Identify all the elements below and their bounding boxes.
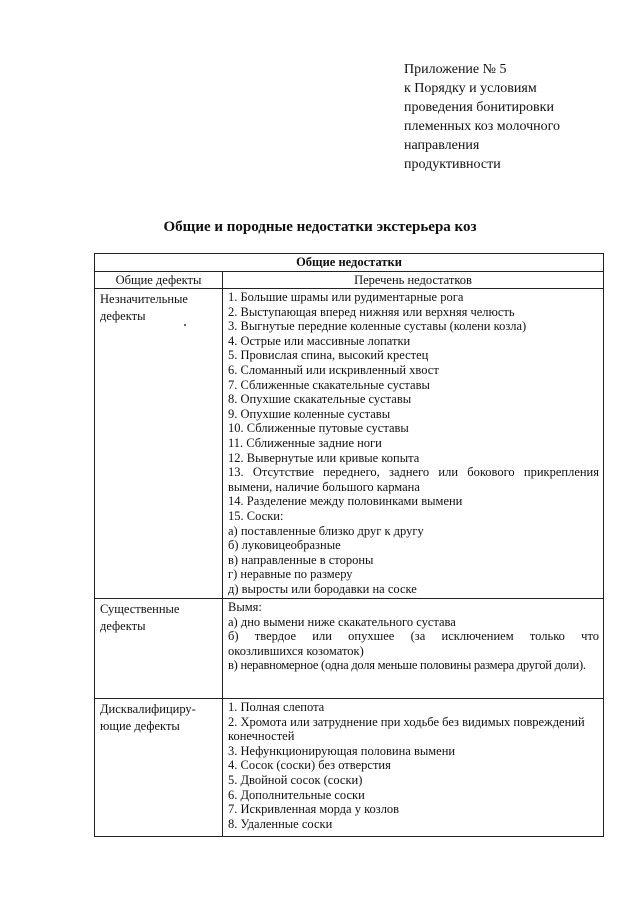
items-cell [223, 289, 604, 599]
list-item: 6. Дополнительные соски [228, 787, 365, 802]
list-item: 12. Вывернутые или кривые копыта [228, 450, 420, 465]
list-item: 8. Опухшие скакательные суставы [228, 392, 412, 407]
table-group-header-row [95, 254, 604, 272]
category-line: Незначительные [100, 292, 188, 306]
appendix-line: к Порядку и условиям [404, 81, 537, 96]
list-item: 5. Двойной сосок (соски) [228, 772, 363, 787]
document-title: Общие и породные недостатки экстерьера коз [163, 219, 477, 235]
list-item: 4. Острые или массивные лопатки [228, 333, 411, 348]
list-item: а) дно вымени ниже скакательного сустава [228, 614, 456, 629]
appendix-line: направления [404, 138, 480, 153]
list-item: 11. Сближенные задние ноги [228, 435, 382, 450]
category-line: ющие дефекты [100, 719, 180, 733]
category-cell [95, 699, 223, 837]
table-row [95, 599, 604, 699]
list-item: 6. Сломанный или искривленный хвост [228, 362, 439, 377]
column-header-list: Перечень недостатков [223, 272, 604, 289]
list-item: в) направленные в стороны [228, 552, 374, 567]
list-item: 10. Сближенные путовые суставы [228, 421, 409, 436]
list-item: д) выросты или бородавки на соске [228, 581, 417, 596]
appendix-line: проведения бонитировки [404, 100, 554, 115]
appendix-block [404, 60, 624, 174]
category-cell [95, 599, 223, 699]
items-cell [223, 699, 604, 837]
list-item: окозлившихся козоматок) [228, 643, 364, 658]
scan-speck [184, 324, 186, 326]
table-column-header-row [95, 272, 604, 289]
list-item: а) поставленные близко друг к другу [228, 523, 424, 538]
list-item: 2. Хромота или затруднение при ходьбе без видимых повреждений [228, 714, 585, 729]
list-item: г) неравные по размеру [228, 567, 353, 582]
column-header-defects: Общие дефекты [95, 272, 223, 289]
list-item: 4. Сосок (соски) без отверстия [228, 758, 391, 773]
list-item: 7. Сближенные скакательные суставы [228, 377, 430, 392]
list-item: 1. Большие шрамы или рудиментарные рога [228, 290, 464, 304]
list-item: 1. Полная слепота [228, 700, 325, 714]
appendix-line: Приложение № 5 [404, 62, 507, 77]
table-row [95, 699, 604, 837]
appendix-line: племенных коз молочного [404, 119, 561, 134]
category-cell [95, 289, 223, 599]
list-item: в) неравномерное (одна доля меньше половины размера другой доли). [228, 658, 586, 673]
list-item: 5. Провислая спина, высокий крестец [228, 348, 429, 363]
items-cell [223, 599, 604, 699]
list-item: 2. Выступающая вперед нижняя или верхняя челюсть [228, 304, 515, 319]
list-item: б) твердое или опухшее (за исключением только что [228, 629, 599, 644]
category-line: Существенные [100, 602, 180, 616]
list-item: конечностей [228, 729, 295, 744]
list-item: 13. Отсутствие переднего, заднего или бокового прикрепления [228, 465, 599, 480]
defects-table [94, 253, 604, 837]
list-item: вымени, наличие большого кармана [228, 479, 420, 494]
category-line: дефекты [100, 309, 146, 323]
list-item: б) луковицеобразные [228, 538, 341, 553]
appendix-line: продуктивности [404, 157, 501, 172]
list-item: 3. Выгнутые передние коленные суставы (колени козла) [228, 319, 527, 334]
list-item: 3. Нефункционирующая половина вымени [228, 743, 456, 758]
table-row [95, 289, 604, 599]
list-item: 7. Искривленная морда у козлов [228, 802, 400, 817]
list-item: 8. Удаленные соски [228, 816, 333, 831]
list-item: Вымя: [228, 600, 262, 614]
category-line: Дисквалифициру- [100, 702, 196, 716]
list-item: 15. Соски: [228, 508, 284, 523]
list-item: 14. Разделение между половинками вымени [228, 494, 463, 509]
group-header: Общие недостатки [95, 254, 604, 272]
category-line: дефекты [100, 619, 146, 633]
list-item: 9. Опухшие коленные суставы [228, 406, 391, 421]
